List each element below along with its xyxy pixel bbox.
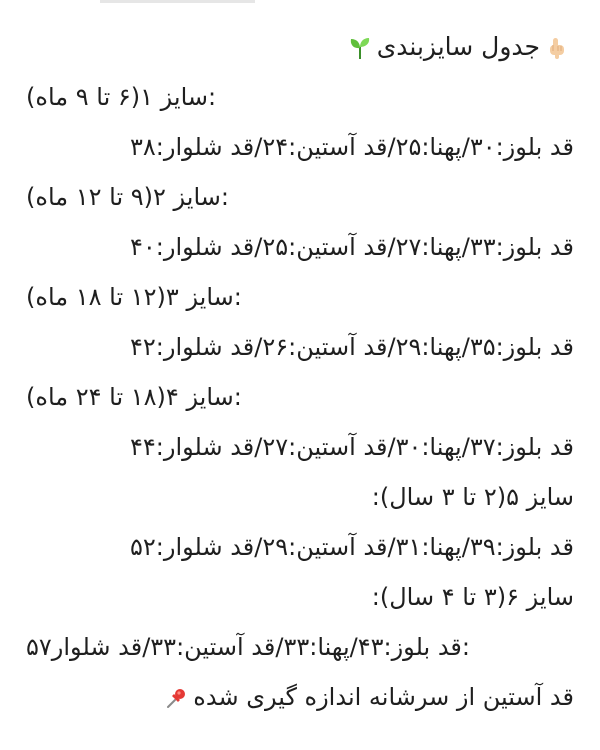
size-1-line: سایز ۱(۶ تا ۹ ماه): <box>26 83 217 111</box>
note-text: قد آستین از سرشانه اندازه گیری شده <box>193 683 574 711</box>
message-body <box>0 22 600 722</box>
size-4-line: سایز ۴(۱۸ تا ۲۴ ماه): <box>26 383 242 411</box>
size-2-measurements: قد بلوز:۳۳/پهنا:۲۷/قد آستین:۲۵/قد شلوار:۴۰ <box>130 233 574 261</box>
divider <box>100 0 255 3</box>
seedling-icon <box>347 35 373 61</box>
top-strip <box>0 0 600 8</box>
size-6-line: سایز ۶(۳ تا ۴ سال): <box>371 583 574 611</box>
size-5-line: سایز ۵(۲ تا ۳ سال): <box>371 483 574 511</box>
size-2-line: سایز ۲(۹ تا ۱۲ ماه): <box>26 183 229 211</box>
size-4-measurements: قد بلوز:۳۷/پهنا:۳۰/قد آستین:۲۷/قد شلوار:۴۴ <box>130 433 574 461</box>
pointing-down-hand-icon <box>544 35 570 61</box>
page-title: جدول سایزبندی <box>376 32 540 61</box>
size-3-measurements: قد بلوز:۳۵/پهنا:۲۹/قد آستین:۲۶/قد شلوار:۴۲ <box>130 333 574 361</box>
pushpin-icon <box>163 685 189 711</box>
size-5-measurements: قد بلوز:۳۹/پهنا:۳۱/قد آستین:۲۹/قد شلوار:۵۲ <box>130 533 574 561</box>
size-3-line: سایز ۳(۱۲ تا ۱۸ ماه): <box>26 283 242 311</box>
size-6-measurements: قد بلوز:۴۳/پهنا:۳۳/قد آستین:۳۳/قد شلوار۵۷: <box>26 633 470 661</box>
size-1-measurements: قد بلوز:۳۰/پهنا:۲۵/قد آستین:۲۴/قد شلوار:۳۸ <box>130 133 574 161</box>
note-line <box>26 672 574 722</box>
title-line <box>26 22 574 72</box>
